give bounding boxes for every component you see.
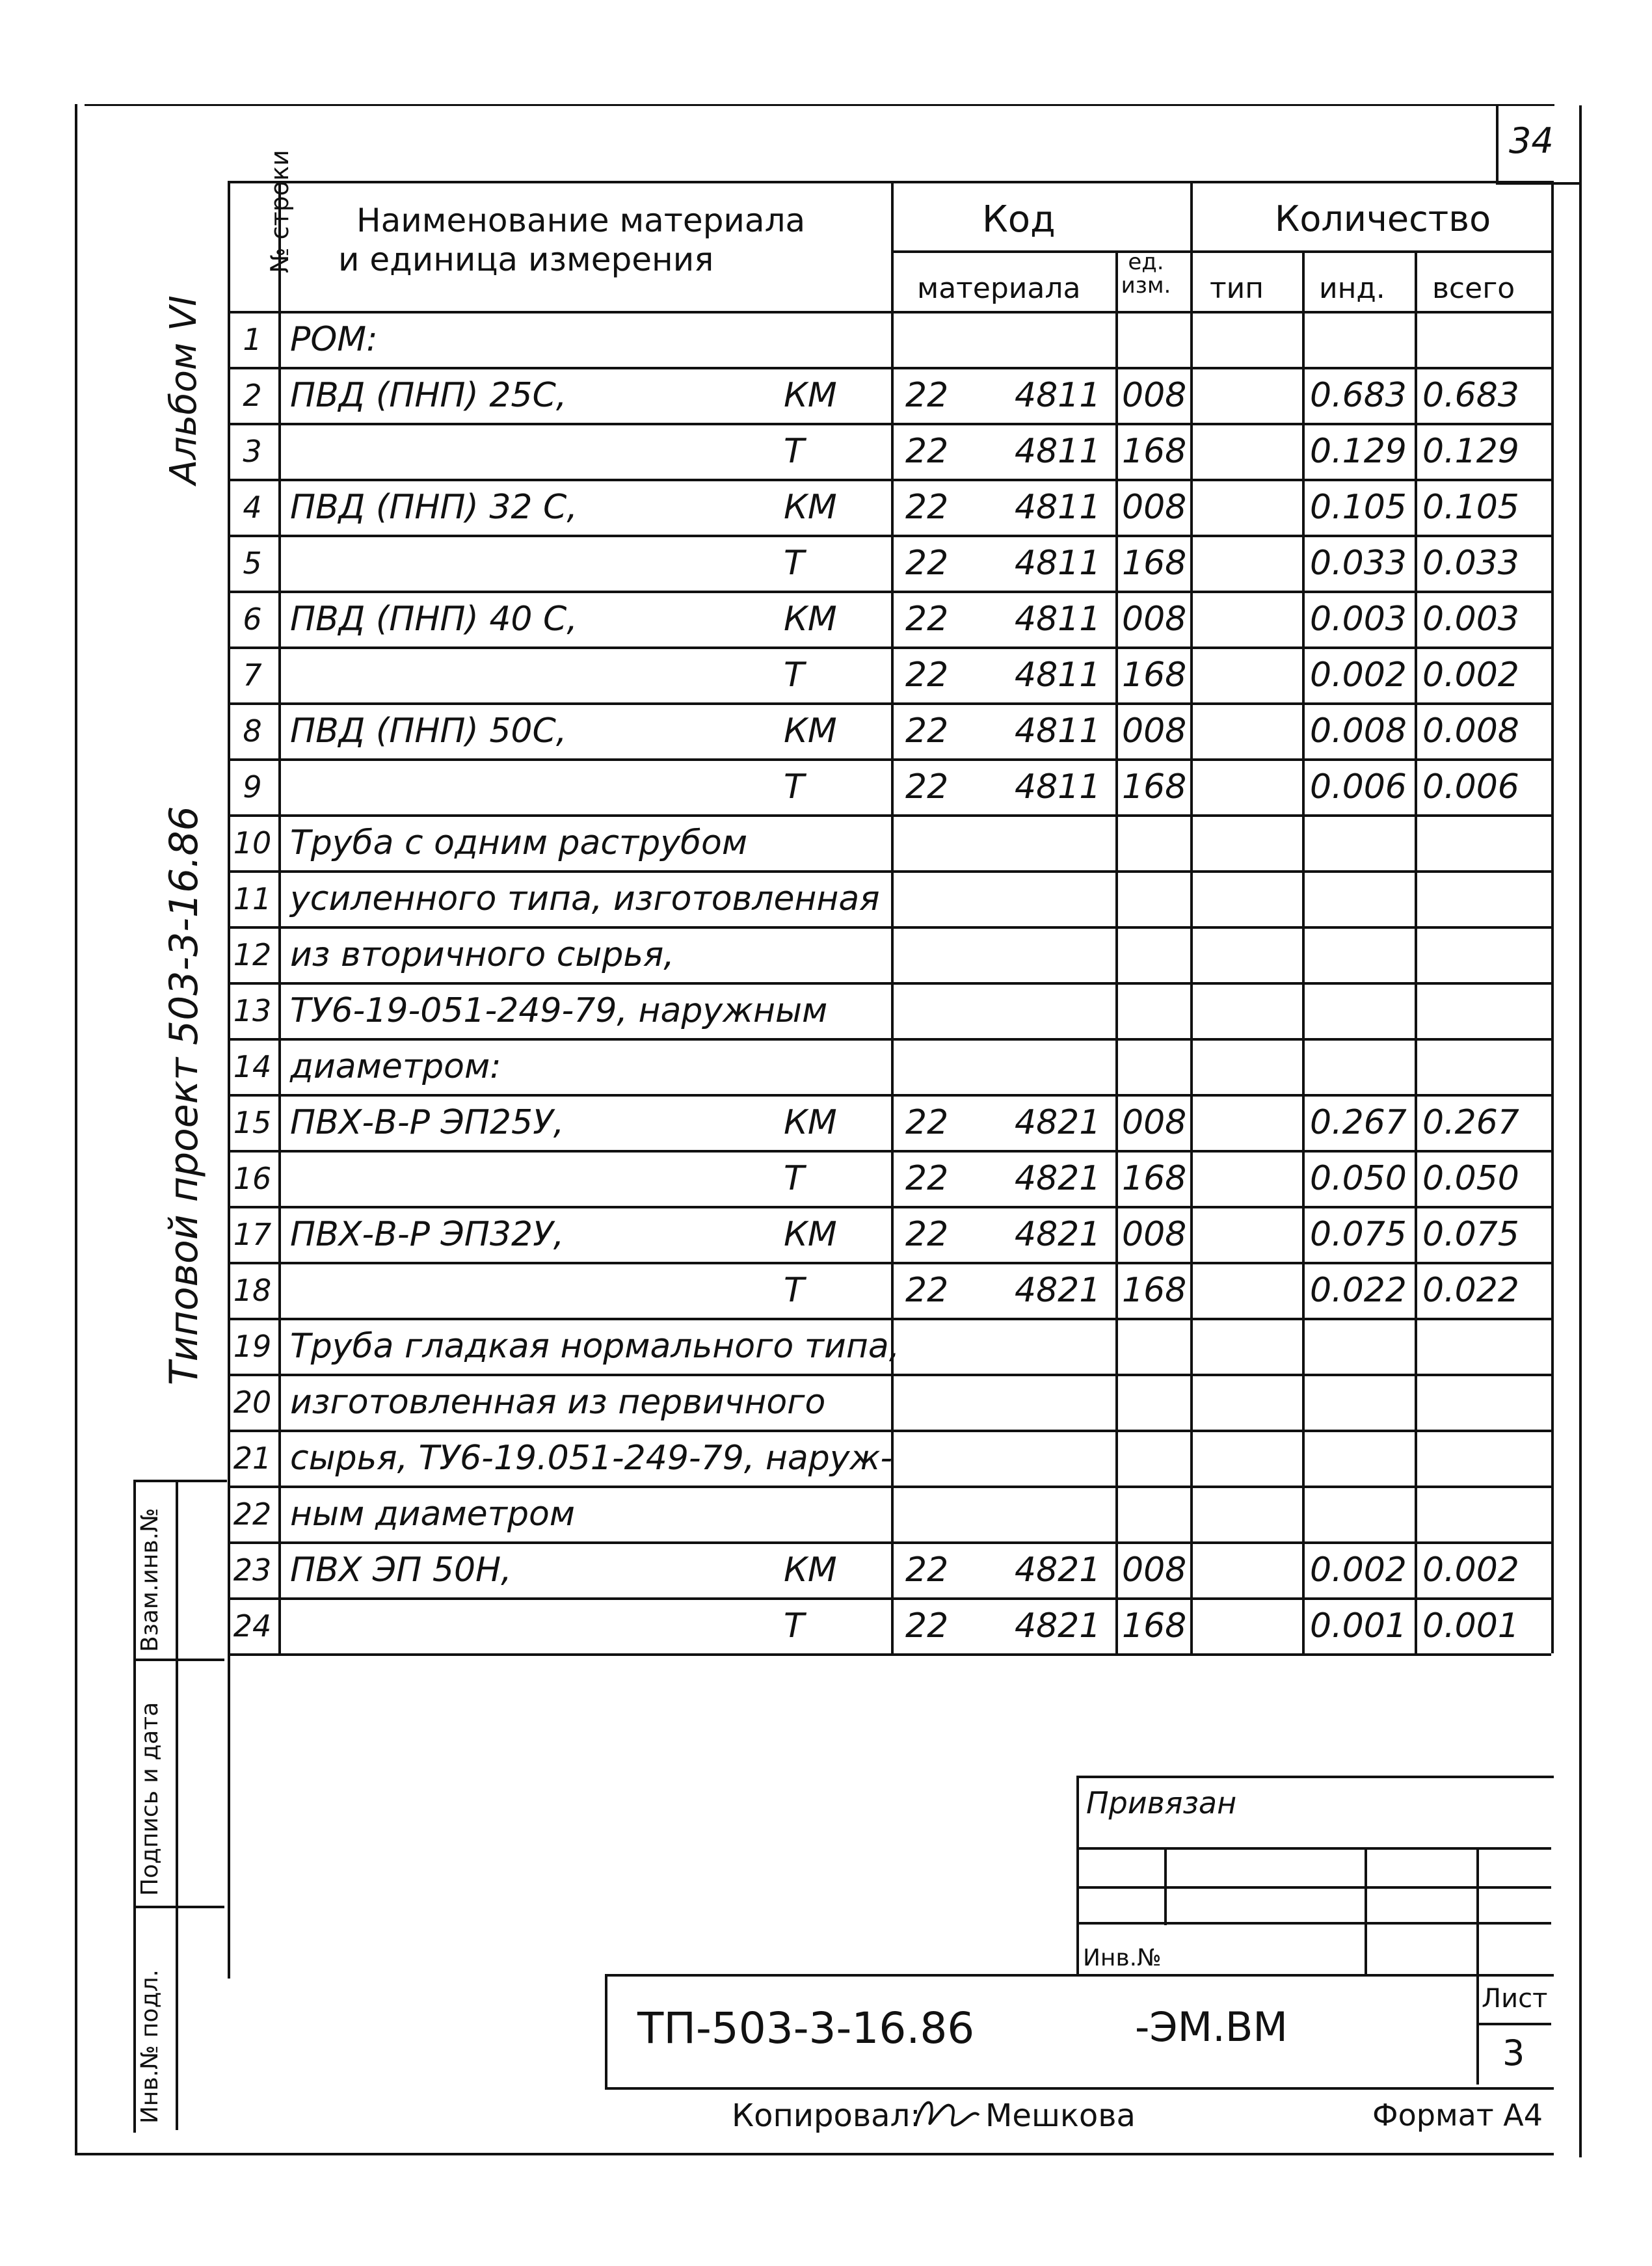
unit-of-measure: Т: [784, 767, 805, 806]
header-name-line1: Наименование материала: [356, 202, 806, 239]
unit-code: 168: [1122, 544, 1187, 583]
unit-code: 168: [1122, 432, 1187, 471]
material-code-number: 4811: [1015, 376, 1101, 415]
left-stamp-line-2: [133, 1906, 224, 1908]
material-code-number: 4821: [1015, 1103, 1101, 1142]
material-name: ТУ6-19-051-249-79, наружным: [290, 991, 828, 1030]
unit-of-measure: Т: [784, 1159, 805, 1198]
material-code-number: 4811: [1015, 656, 1101, 695]
unit-code: 008: [1122, 1103, 1187, 1142]
material-code-number: 4821: [1015, 1606, 1101, 1646]
copied-label: Копировал:: [732, 2098, 921, 2134]
row-number: 19: [233, 1329, 272, 1364]
row-number: 9: [243, 769, 262, 805]
row-border: [228, 702, 1551, 705]
material-code-group: 22: [905, 1551, 949, 1590]
unit-code: 168: [1122, 1606, 1187, 1646]
material-name: ПВД (ПНП) 40 С,: [290, 600, 578, 639]
privyazan-line-3: [1076, 1922, 1551, 1925]
material-name: изготовленная из первичного: [290, 1383, 826, 1422]
material-code-group: 22: [905, 1159, 949, 1198]
unit-of-measure: Т: [784, 432, 805, 471]
row-number: 15: [233, 1105, 272, 1140]
quantity-total: 0.105: [1422, 488, 1519, 527]
quantity-total: 0.683: [1422, 376, 1519, 415]
col-name-border: [278, 181, 281, 1653]
row-border: [228, 870, 1551, 873]
row-border: [228, 1541, 1551, 1544]
row-border: [228, 1486, 1551, 1488]
row-border: [228, 1374, 1551, 1376]
unit-of-measure: КМ: [784, 1215, 837, 1254]
quantity-individual: 0.008: [1310, 712, 1407, 751]
unit-of-measure: КМ: [784, 488, 837, 527]
unit-code: 008: [1122, 600, 1187, 639]
quantity-individual: 0.105: [1310, 488, 1407, 527]
unit-of-measure: КМ: [784, 1551, 837, 1590]
quantity-individual: 0.006: [1310, 767, 1407, 806]
row-number: 2: [243, 378, 262, 413]
material-code-group: 22: [905, 376, 949, 415]
format-label: Формат А4: [1372, 2098, 1543, 2133]
quantity-individual: 0.002: [1310, 656, 1407, 695]
material-name: ным диаметром: [290, 1495, 575, 1534]
material-code-number: 4811: [1015, 432, 1101, 471]
material-code-number: 4821: [1015, 1551, 1101, 1590]
vzam-inv-label: Взам.инв.№: [137, 1508, 163, 1652]
row-number: 22: [233, 1497, 272, 1532]
unit-of-measure: Т: [784, 1606, 805, 1646]
material-name: ПВД (ПНП) 50С,: [290, 712, 567, 751]
row-number: 4: [243, 490, 262, 525]
header-name-line2: и единица измерения: [338, 241, 714, 278]
material-name: РОМ:: [290, 320, 378, 359]
material-code-number: 4821: [1015, 1271, 1101, 1310]
unit-of-measure: КМ: [784, 376, 837, 415]
left-stamp-divider: [176, 1480, 178, 2130]
col-code-border: [891, 181, 894, 1653]
header-code-unit: ед. изм.: [1121, 249, 1171, 299]
copied-name: Мешкова: [985, 2098, 1136, 2134]
privyazan-line-1: [1076, 1847, 1551, 1850]
material-name: ПВХ ЭП 50Н,: [290, 1551, 512, 1590]
material-code-group: 22: [905, 600, 949, 639]
unit-code: 168: [1122, 767, 1187, 806]
project-label: Типовой проект 503-3-16.86: [161, 806, 207, 1385]
row-border: [228, 1318, 1551, 1320]
podpis-data-label: Подпись и дата: [137, 1701, 163, 1896]
sheet-box-divider: [1476, 1974, 1479, 2085]
unit-of-measure: КМ: [784, 1103, 837, 1142]
quantity-total: 0.003: [1422, 600, 1519, 639]
quantity-total: 0.075: [1422, 1215, 1519, 1254]
row-number: 3: [243, 434, 262, 469]
row-number: 24: [233, 1608, 272, 1644]
col-type-border: [1190, 181, 1193, 1653]
quantity-individual: 0.683: [1310, 376, 1407, 415]
material-name: Труба с одним раструбом: [290, 823, 748, 862]
privyazan-label: Привязан: [1086, 1785, 1237, 1820]
row-border: [228, 591, 1551, 593]
quantity-total: 0.002: [1422, 656, 1519, 695]
material-code-number: 4811: [1015, 600, 1101, 639]
unit-of-measure: Т: [784, 656, 805, 695]
quantity-individual: 0.022: [1310, 1271, 1407, 1310]
material-name: ПВХ-В-Р ЭП25У,: [290, 1103, 565, 1142]
unit-code: 168: [1122, 1159, 1187, 1198]
unit-of-measure: Т: [784, 544, 805, 583]
material-code-number: 4821: [1015, 1215, 1101, 1254]
header-qty-total: всего: [1432, 272, 1515, 305]
material-name: ПВХ-В-Р ЭП32У,: [290, 1215, 565, 1254]
privyazan-line-2: [1076, 1886, 1551, 1889]
quantity-total: 0.002: [1422, 1551, 1519, 1590]
row-border: [228, 423, 1551, 425]
unit-code: 008: [1122, 712, 1187, 751]
material-code-number: 4811: [1015, 712, 1101, 751]
inv-no-label: Инв.№: [1083, 1945, 1162, 1971]
row-number: 1: [243, 322, 262, 357]
row-border: [228, 814, 1551, 817]
quantity-individual: 0.050: [1310, 1159, 1407, 1198]
quantity-individual: 0.267: [1310, 1103, 1407, 1142]
row-border: [228, 1038, 1551, 1041]
col-total-border: [1415, 250, 1417, 1653]
row-number: 13: [233, 993, 272, 1028]
material-code-group: 22: [905, 767, 949, 806]
unit-code: 008: [1122, 1215, 1187, 1254]
unit-of-measure: КМ: [784, 600, 837, 639]
sheet-value: 3: [1502, 2033, 1525, 2073]
quantity-individual: 0.075: [1310, 1215, 1407, 1254]
row-number: 23: [233, 1553, 272, 1588]
privyazan-col-2: [1365, 1847, 1367, 1974]
material-code-group: 22: [905, 1271, 949, 1310]
material-code-group: 22: [905, 1215, 949, 1254]
material-code-group: 22: [905, 1606, 949, 1646]
row-number: 21: [233, 1441, 272, 1476]
album-label: Альбом VI: [163, 295, 205, 485]
sheet-box-line: [1476, 2023, 1551, 2025]
material-name: Труба гладкая нормального типа,: [290, 1327, 900, 1366]
row-border: [228, 646, 1551, 649]
row-number: 14: [233, 1049, 272, 1084]
unit-of-measure: Т: [784, 1271, 805, 1310]
material-code-group: 22: [905, 1103, 949, 1142]
row-border: [228, 1150, 1551, 1153]
header-qty-type: тип: [1210, 272, 1264, 305]
row-number: 8: [243, 713, 262, 749]
quantity-total: 0.050: [1422, 1159, 1519, 1198]
row-border: [228, 367, 1551, 369]
quantity-individual: 0.033: [1310, 544, 1407, 583]
quantity-total: 0.267: [1422, 1103, 1519, 1142]
quantity-total: 0.006: [1422, 767, 1519, 806]
privyazan-col-3: [1476, 1847, 1479, 1974]
row-number: 18: [233, 1273, 272, 1308]
material-code-number: 4811: [1015, 767, 1101, 806]
row-border: [228, 1262, 1551, 1264]
row-border: [228, 1430, 1551, 1432]
designation-suffix: -ЭМ.ВМ: [1135, 2003, 1288, 2051]
unit-code: 168: [1122, 1271, 1187, 1310]
col-ind-border: [1302, 250, 1305, 1653]
row-number: 5: [243, 546, 262, 581]
material-code-group: 22: [905, 656, 949, 695]
col-right-border: [1551, 181, 1554, 1653]
material-code-group: 22: [905, 488, 949, 527]
material-name: из вторичного сырья,: [290, 935, 674, 974]
material-name: ПВД (ПНП) 32 С,: [290, 488, 578, 527]
designation-text: ТП-503-3-16.86: [637, 2003, 975, 2053]
unit-of-measure: КМ: [784, 712, 837, 751]
table-top-border: [228, 181, 1551, 183]
header-code: Код: [982, 198, 1056, 241]
unit-code: 168: [1122, 656, 1187, 695]
row-border: [228, 758, 1551, 761]
row-border: [228, 982, 1551, 985]
left-stamp-line-1: [133, 1659, 224, 1661]
quantity-total: 0.129: [1422, 432, 1519, 471]
material-code-group: 22: [905, 544, 949, 583]
quantity-individual: 0.001: [1310, 1606, 1407, 1646]
sheet-number-top: 34: [1509, 120, 1554, 161]
row-border: [228, 535, 1551, 537]
col-ed-border: [1115, 250, 1118, 1653]
row-border: [228, 479, 1551, 481]
row-number: 16: [233, 1161, 272, 1196]
unit-code: 008: [1122, 488, 1187, 527]
row-number: 11: [233, 881, 272, 916]
quantity-individual: 0.003: [1310, 600, 1407, 639]
quantity-individual: 0.002: [1310, 1551, 1407, 1590]
inv-podl-label: Инв.№ подл.: [137, 1969, 163, 2124]
quantity-individual: 0.129: [1310, 432, 1407, 471]
privyazan-col-1: [1164, 1847, 1167, 1925]
row-border: [228, 1206, 1551, 1208]
header-quantity: Количество: [1275, 198, 1491, 239]
unit-code: 008: [1122, 1551, 1187, 1590]
row-number: 20: [233, 1385, 272, 1420]
header-qty-ind: инд.: [1319, 272, 1385, 305]
material-name: сырья, ТУ6-19.051-249-79, наруж-: [290, 1439, 893, 1478]
quantity-total: 0.022: [1422, 1271, 1519, 1310]
header-sub-border: [891, 250, 1551, 253]
material-code-number: 4821: [1015, 1159, 1101, 1198]
header-row-number: № строки: [265, 150, 294, 273]
row-border: [228, 1094, 1551, 1097]
row-number: 10: [233, 825, 272, 860]
material-name: диаметром:: [290, 1047, 501, 1086]
material-name: ПВД (ПНП) 25С,: [290, 376, 567, 415]
material-code-group: 22: [905, 432, 949, 471]
material-name: усиленного типа, изготовленная: [290, 879, 880, 918]
material-code-group: 22: [905, 712, 949, 751]
sheet-label: Лист: [1482, 1984, 1548, 2014]
row-number: 6: [243, 602, 262, 637]
row-number: 12: [233, 937, 272, 972]
row-border: [228, 1597, 1551, 1600]
quantity-total: 0.001: [1422, 1606, 1519, 1646]
unit-code: 008: [1122, 376, 1187, 415]
header-bottom-border: [228, 311, 1551, 313]
material-code-number: 4811: [1015, 488, 1101, 527]
row-number: 7: [243, 658, 262, 693]
quantity-total: 0.008: [1422, 712, 1519, 751]
signature-mark: [911, 2089, 982, 2137]
row-number: 17: [233, 1217, 272, 1252]
header-code-material: материала: [917, 272, 1081, 305]
row-border: [228, 1653, 1551, 1656]
material-code-number: 4811: [1015, 544, 1101, 583]
quantity-total: 0.033: [1422, 544, 1519, 583]
row-border: [228, 926, 1551, 929]
